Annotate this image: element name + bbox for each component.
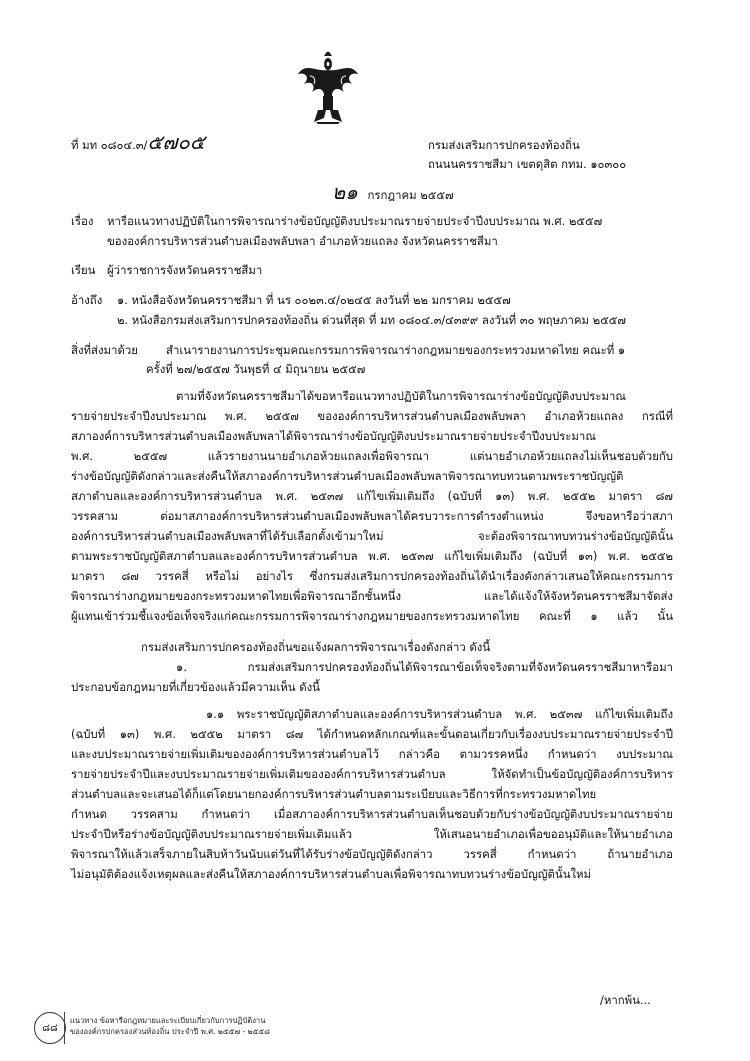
body-line: ตามพระราชบัญญัติสภาตำบลและองค์การบริหารส่วนตำบล พ.ศ. ๒๕๓๗ แก้ไขเพิ่มเติมถึง (ฉบับที่ ๑๓) พ.ศ. ๒๕๕๒	[71, 549, 673, 563]
body-line: ๑. กรมส่งเสริมการปกครองท้องถิ่นได้พิจารณาข้อเท็จจริงตามที่จังหวัดนครราชสีมาหารือมา	[176, 660, 673, 674]
body-line: พิจารณาร่างกฎหมายของกระทรวงมหาดไทยเพื่อพิจารณาอีกชั้นหนึ่ง และได้แจ้งให้จังหวัดนครราชสีมาจัดส่ง	[71, 589, 673, 603]
body-line: (ฉบับที่ ๑๓) พ.ศ. ๒๕๕๒ มาตรา ๘๗ ได้กำหนดหลักเกณฑ์และขั้นตอนเกี่ยวกับเรื่องงบประมาณรายจ่ายประจำปี	[71, 727, 673, 741]
garuda-emblem-icon	[296, 52, 360, 124]
document-date	[332, 180, 454, 204]
body-line: พิจารณาให้แล้วเสร็จภายในสิบห้าวันนับแต่วันที่ได้รับร่างข้อบัญญัติดังกล่าว วรรคสี่ กำหนดว่า ถ้านายอำเภอ	[71, 847, 673, 861]
handwritten-reference: ๕๗๐๕	[147, 130, 205, 154]
body-paragraph-2: กรมส่งเสริมการปกครองท้องถิ่นขอแจ้งผลการพิจารณาเรื่องดังกล่าว ดังนี้	[141, 640, 491, 654]
subject-line-2: ขององค์การบริหารส่วนตำบลเมืองพลับพลา อำเภอห้วยแถลง จังหวัดนครราชสีมา	[107, 234, 498, 248]
body-line: ไม่อนุมัติต้องแจ้งเหตุผลและส่งคืนให้สภาองค์การบริหารส่วนตำบลเพื่อพิจารณาทบทวนร่างข้อบัญญัตินั้นใหม่	[71, 867, 592, 881]
body-line: และงบประมาณรายจ่ายเพิ่มเติมขององค์การบริหารส่วนตำบลไว้ กล่าวคือ ตามวรรคหนึ่ง กำหนดว่า งบประมาณ	[71, 747, 673, 761]
body-line: กำหนด วรรคสาม กำหนดว่า เมื่อสภาองค์การบริหารส่วนตำบลเห็นชอบด้วยกับร่างข้อบัญญัติงบประมาณรายจ่าย	[71, 807, 673, 821]
footer-line-2: ขององค์กรปกครองส่วนท้องถิ่น ประจำปี พ.ศ. ๒๕๕๗ - ๒๕๕๘	[70, 1027, 271, 1036]
reference-item: ๒. หนังสือกรมส่งเสริมการปกครองท้องถิ่น ด่วนที่สุด ที่ มท ๐๘๐๔.๓/๔๓๙๙ ลงวันที่ ๓๐ พฤษภาคม ๒๕๕๗	[117, 313, 626, 327]
body-line: สภาตำบลและองค์การบริหารส่วนตำบล พ.ศ. ๒๕๓๗ แก้ไขเพิ่มเติมถึง (ฉบับที่ ๑๓) พ.ศ. ๒๕๕๒ มาตรา ๘๗	[71, 489, 673, 503]
reference-number-label: ที่ มท ๐๘๐๔.๓/	[71, 138, 148, 152]
references-label: อ้างถึง	[71, 293, 103, 307]
enclosure-line-2: ครั้งที่ ๒๗/๒๕๕๗ วันพุธที่ ๔ มิถุนายน ๒๕๕๗	[146, 362, 366, 376]
date-month-year: กรกฎาคม ๒๕๕๗	[367, 188, 454, 202]
body-line: ผู้แทนเข้าร่วมชี้แจงข้อเท็จจริงแก่คณะกรรมการพิจารณาร่างกฎหมายของกระทรวงมหาดไทย คณะที่ ๑ แล้ว นั้น	[71, 609, 673, 623]
footer-line-1: แนวทาง ข้อหารือกฎหมายและระเบียบเกี่ยวกับการปฏิบัติงาน	[70, 1016, 266, 1025]
body-line: ประจำปีหรือร่างข้อบัญญัติงบประมาณรายจ่ายเพิ่มเติมแล้ว ให้เสนอนายอำเภอเพื่อขออนุมัติและให้นายอำเภอ	[71, 827, 673, 841]
subject-label: เรื่อง	[71, 214, 94, 228]
subject-line-1: หารือแนวทางปฏิบัติในการพิจารณาร่างข้อบัญญัติงบประมาณรายจ่ายประจำปีงบประมาณ พ.ศ. ๒๕๕๗	[107, 214, 603, 228]
enclosure-label: สิ่งที่ส่งมาด้วย	[71, 343, 138, 357]
recipient-label: เรียน	[71, 263, 96, 277]
department-address: ถนนนครราชสีมา เขตดุสิต กทม. ๑๐๓๐๐	[428, 157, 627, 171]
page-number: ๘๘	[42, 1022, 58, 1034]
body-line: ตามที่จังหวัดนครราชสีมาได้ขอหารือแนวทางปฏิบัติในการพิจารณาร่างข้อบัญญัติงบประมาณ	[176, 389, 626, 403]
body-line: มาตรา ๘๗ วรรคสี่ หรือไม่ อย่างไร ซึ่งกรมส่งเสริมการปกครองท้องถิ่นได้นำเรื่องดังกล่าวเสนอให้คณะกรรมการ	[71, 569, 673, 583]
page-number-badge	[34, 1012, 66, 1044]
body-line: พ.ศ. ๒๕๕๗ แล้วรายงานนายอำเภอห้วยแถลงเพื่อพิจารณา แต่นายอำเภอห้วยแถลงไม่เห็นชอบด้วยกับ	[71, 449, 673, 463]
body-line: ประกอบข้อกฎหมายที่เกี่ยวข้องแล้วมีความเห็น ดังนี้	[71, 680, 320, 694]
body-line: ร่างข้อบัญญัติดังกล่าวและส่งคืนให้สภาองค์การบริหารส่วนตำบลเมืองพลับพลาพิจารณาทบทวนตามพระราชบัญญัติ	[71, 469, 624, 483]
footer-divider	[64, 1012, 65, 1044]
body-line: รายจ่ายประจำปีและงบประมาณรายจ่ายเพิ่มเติมขององค์การบริหารส่วนตำบล ให้จัดทำเป็นข้อบัญญัติองค์การบริหาร	[71, 767, 673, 781]
body-line: ส่วนตำบลและจะเสนอได้ก็แต่โดยนายกองค์การบริหารส่วนตำบลตามระเบียบและวิธีการที่กระทรวงมหาดไทย	[71, 787, 597, 801]
date-day-handwritten: ๒๑	[332, 180, 358, 204]
department-name: กรมส่งเสริมการปกครองท้องถิ่น	[428, 138, 580, 152]
recipient-text: ผู้ว่าราชการจังหวัดนครราชสีมา	[107, 263, 263, 277]
continuation-note: /หากพ้น...	[600, 993, 651, 1007]
body-line: องค์การบริหารส่วนตำบลเมืองพลับพลาที่ได้รับเลือกตั้งเข้ามาใหม่ จะต้องพิจารณาทบทวนร่างข้อบัญญัตินั้น	[71, 529, 673, 543]
reference-item: ๑. หนังสือจังหวัดนครราชสีมา ที่ นร ๐๐๒๓.๔/๐๒๔๕ ลงวันที่ ๒๒ มกราคม ๒๕๕๗	[117, 293, 511, 307]
body-line: รายจ่ายประจำปีงบประมาณ พ.ศ. ๒๕๕๗ ขององค์การบริหารส่วนตำบลเมืองพลับพลา อำเภอห้วยแถลง กรณีที่	[71, 409, 673, 423]
body-line: วรรคสาม ต่อมาสภาองค์การบริหารส่วนตำบลเมืองพลับพลาได้ครบวาระการดำรงตำแหน่ง จึงขอหารือว่าสภา	[71, 509, 673, 523]
body-line: ๑.๑ พระราชบัญญัติสภาตำบลและองค์การบริหารส่วนตำบล พ.ศ. ๒๕๓๗ แก้ไขเพิ่มเติมถึง	[206, 707, 673, 721]
body-line: สภาองค์การบริหารส่วนตำบลเมืองพลับพลาได้พิจารณาร่างข้อบัญญัติงบประมาณรายจ่ายประจำปีงบประมาณ	[71, 429, 596, 443]
reference-number	[71, 130, 205, 154]
enclosure-line-1: สำเนารายงานการประชุมคณะกรรมการพิจารณาร่างกฎหมายของกระทรวงมหาดไทย คณะที่ ๑	[166, 343, 626, 357]
